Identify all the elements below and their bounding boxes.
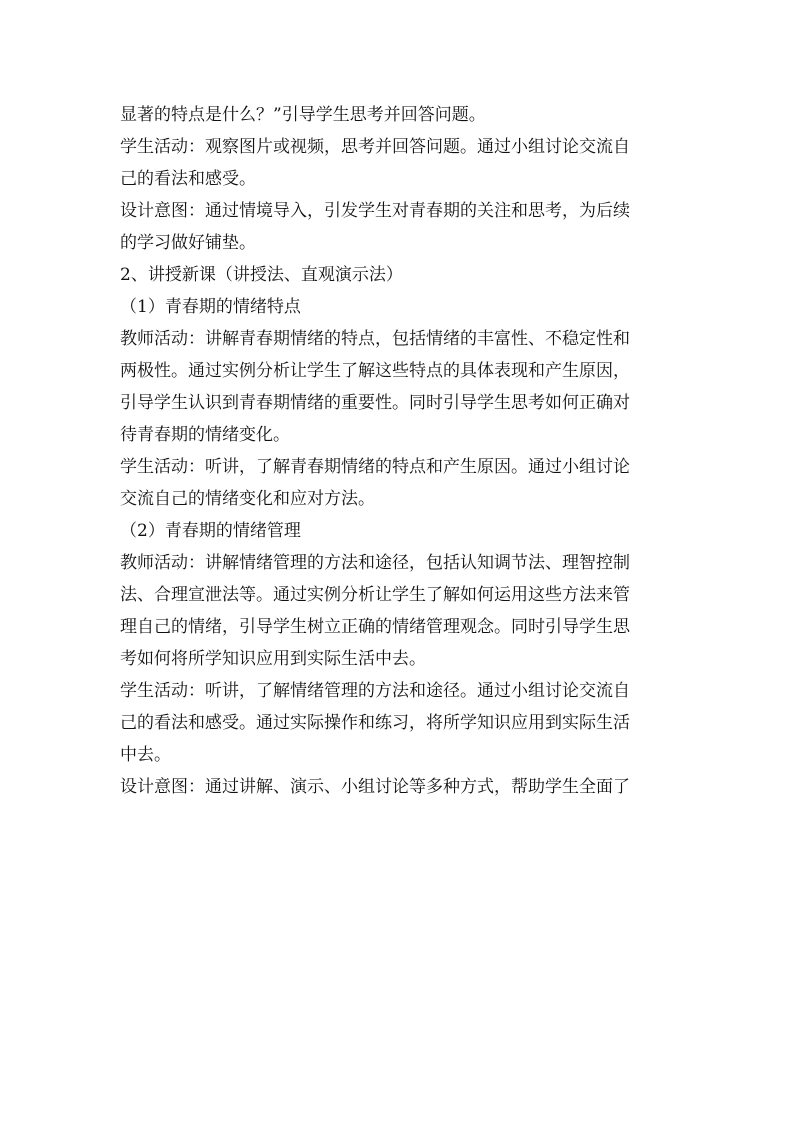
text-line: 两极性。通过实例分析让学生了解这些特点的具体表现和产生原因， [120, 361, 630, 381]
text-line: 引导学生认识到青春期情绪的重要性。同时引导学生思考如何正确对 [120, 393, 630, 413]
text-line: 学生活动：听讲，了解青春期情绪的特点和产生原因。通过小组讨论 [120, 457, 630, 477]
text-line: 己的看法和感受。 [120, 169, 256, 189]
text-line: 待青春期的情绪变化。 [120, 425, 290, 445]
document-body [120, 99, 680, 803]
text-line: 的学习做好铺垫。 [120, 233, 256, 253]
text-line: 学生活动：听讲，了解情绪管理的方法和途径。通过小组讨论交流自 [120, 681, 630, 701]
section-heading: 2、讲授新课（讲授法、直观演示法） [120, 265, 403, 285]
subsection-heading: （2）青春期的情绪管理 [120, 521, 301, 541]
text-line: 教师活动：讲解青春期情绪的特点，包括情绪的丰富性、不稳定性和 [120, 329, 630, 349]
text-line: 法、合理宣泄法等。通过实例分析让学生了解如何运用这些方法来管 [120, 585, 630, 605]
subsection-heading: （1）青春期的情绪特点 [120, 297, 301, 317]
text-line: 设计意图：通过情境导入，引发学生对青春期的关注和思考，为后续 [120, 201, 630, 221]
text-line: 学生活动：观察图片或视频，思考并回答问题。通过小组讨论交流自 [120, 137, 630, 157]
text-line: 设计意图：通过讲解、演示、小组讨论等多种方式，帮助学生全面了 [120, 777, 630, 797]
text-line: 显著的特点是什么？”引导学生思考并回答问题。 [120, 105, 486, 125]
text-line: 中去。 [120, 745, 171, 765]
text-line: 考如何将所学知识应用到实际生活中去。 [120, 649, 426, 669]
text-line: 理自己的情绪，引导学生树立正确的情绪管理观念。同时引导学生思 [120, 617, 630, 637]
text-line: 教师活动：讲解情绪管理的方法和途径，包括认知调节法、理智控制 [120, 553, 630, 573]
text-line: 己的看法和感受。通过实际操作和练习，将所学知识应用到实际生活 [120, 713, 630, 733]
text-line: 交流自己的情绪变化和应对方法。 [120, 489, 375, 509]
